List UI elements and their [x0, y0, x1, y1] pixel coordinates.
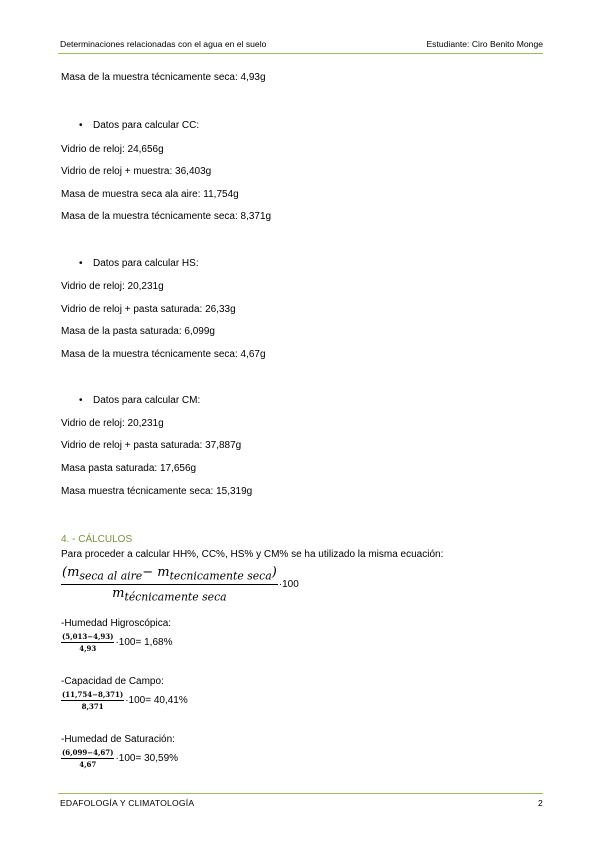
general-fraction [61, 565, 278, 603]
sat-equation [61, 748, 178, 769]
footer-course: EDAFOLOGÍA Y CLIMATOLOGÍA [60, 798, 195, 808]
bullet-icon: • [79, 395, 83, 406]
intro-line: Masa de la muestra técnicamente seca: 4,93g [61, 72, 266, 83]
cap-numerator: (11,754−8,371) [62, 690, 124, 699]
hh-denominator: 4,93 [79, 644, 97, 653]
fraction-bar [61, 642, 114, 643]
sat-label: -Humedad de Saturación: [61, 734, 175, 745]
cap-equation [61, 690, 188, 711]
cm-line: Vidrio de reloj: 20,231g [61, 418, 164, 429]
general-numerator: $(m_{seca al aire}- m_{tecnicamente seca})$ [62, 565, 277, 583]
cap-label: -Capacidad de Campo: [61, 676, 164, 687]
hh-equation [61, 632, 172, 653]
fraction-bar [61, 700, 124, 701]
sat-result: ·100= 30,59% [115, 753, 179, 764]
bullet-icon: • [79, 258, 83, 269]
cap-denominator: 8,371 [81, 702, 104, 711]
header-student: Estudiante: Ciro Benito Monge [426, 39, 543, 49]
header-title: Determinaciones relacionadas con el agua en el suelo [60, 39, 267, 49]
hs-line: Vidrio de reloj: 20,231g [61, 281, 164, 292]
cc-line: Masa de la muestra técnicamente seca: 8,371g [61, 211, 272, 222]
hh-result: ·100= 1,68% [115, 637, 173, 648]
hh-label: -Humedad Higroscópica: [61, 618, 172, 629]
page-footer [60, 798, 543, 808]
cc-bullet: • Datos para calcular CC: [79, 120, 200, 131]
bullet-icon: • [79, 120, 83, 131]
hh-numerator: (5,013−4,93) [62, 632, 114, 641]
hs-line: Masa de la pasta saturada: 6,099g [61, 326, 215, 337]
cm-bullet: • Datos para calcular CM: [79, 395, 201, 406]
cm-line: Vidrio de reloj + pasta saturada: 37,887g [61, 440, 242, 451]
page-header [60, 39, 543, 49]
page-number: 2 [538, 798, 543, 808]
cc-line: Vidrio de reloj: 24,656g [61, 144, 164, 155]
calculos-intro: Para proceder a calcular HH%, CC%, HS% y CM% se ha utilizado la misma ecuación: [61, 549, 444, 560]
fraction-bar [61, 584, 278, 585]
footer-rule [58, 793, 543, 794]
cc-line: Vidrio de reloj + muestra: 36,403g [61, 166, 212, 177]
general-multiplier: ·100 [278, 578, 299, 590]
hs-bullet: • Datos para calcular HS: [79, 258, 199, 269]
general-denominator: $m_{técnicamente seca}$ [112, 585, 227, 604]
hs-line: Vidrio de reloj + pasta saturada: 26,33g [61, 304, 236, 315]
hs-line: Masa de la muestra técnicamente seca: 4,67g [61, 349, 266, 360]
cap-result: ·100= 40,41% [125, 695, 188, 706]
sat-numerator: (6,099−4,67) [62, 748, 114, 757]
sat-denominator: 4,67 [79, 760, 97, 769]
fraction-bar [61, 758, 114, 759]
cc-line: Masa de muestra seca ala aire: 11,754g [61, 189, 239, 200]
header-rule [58, 53, 543, 54]
general-equation [61, 565, 299, 603]
cm-line: Masa muestra técnicamente seca: 15,319g [61, 486, 253, 497]
section-heading: 4. - CÁLCULOS [61, 534, 133, 545]
cm-line: Masa pasta saturada: 17,656g [61, 463, 197, 474]
